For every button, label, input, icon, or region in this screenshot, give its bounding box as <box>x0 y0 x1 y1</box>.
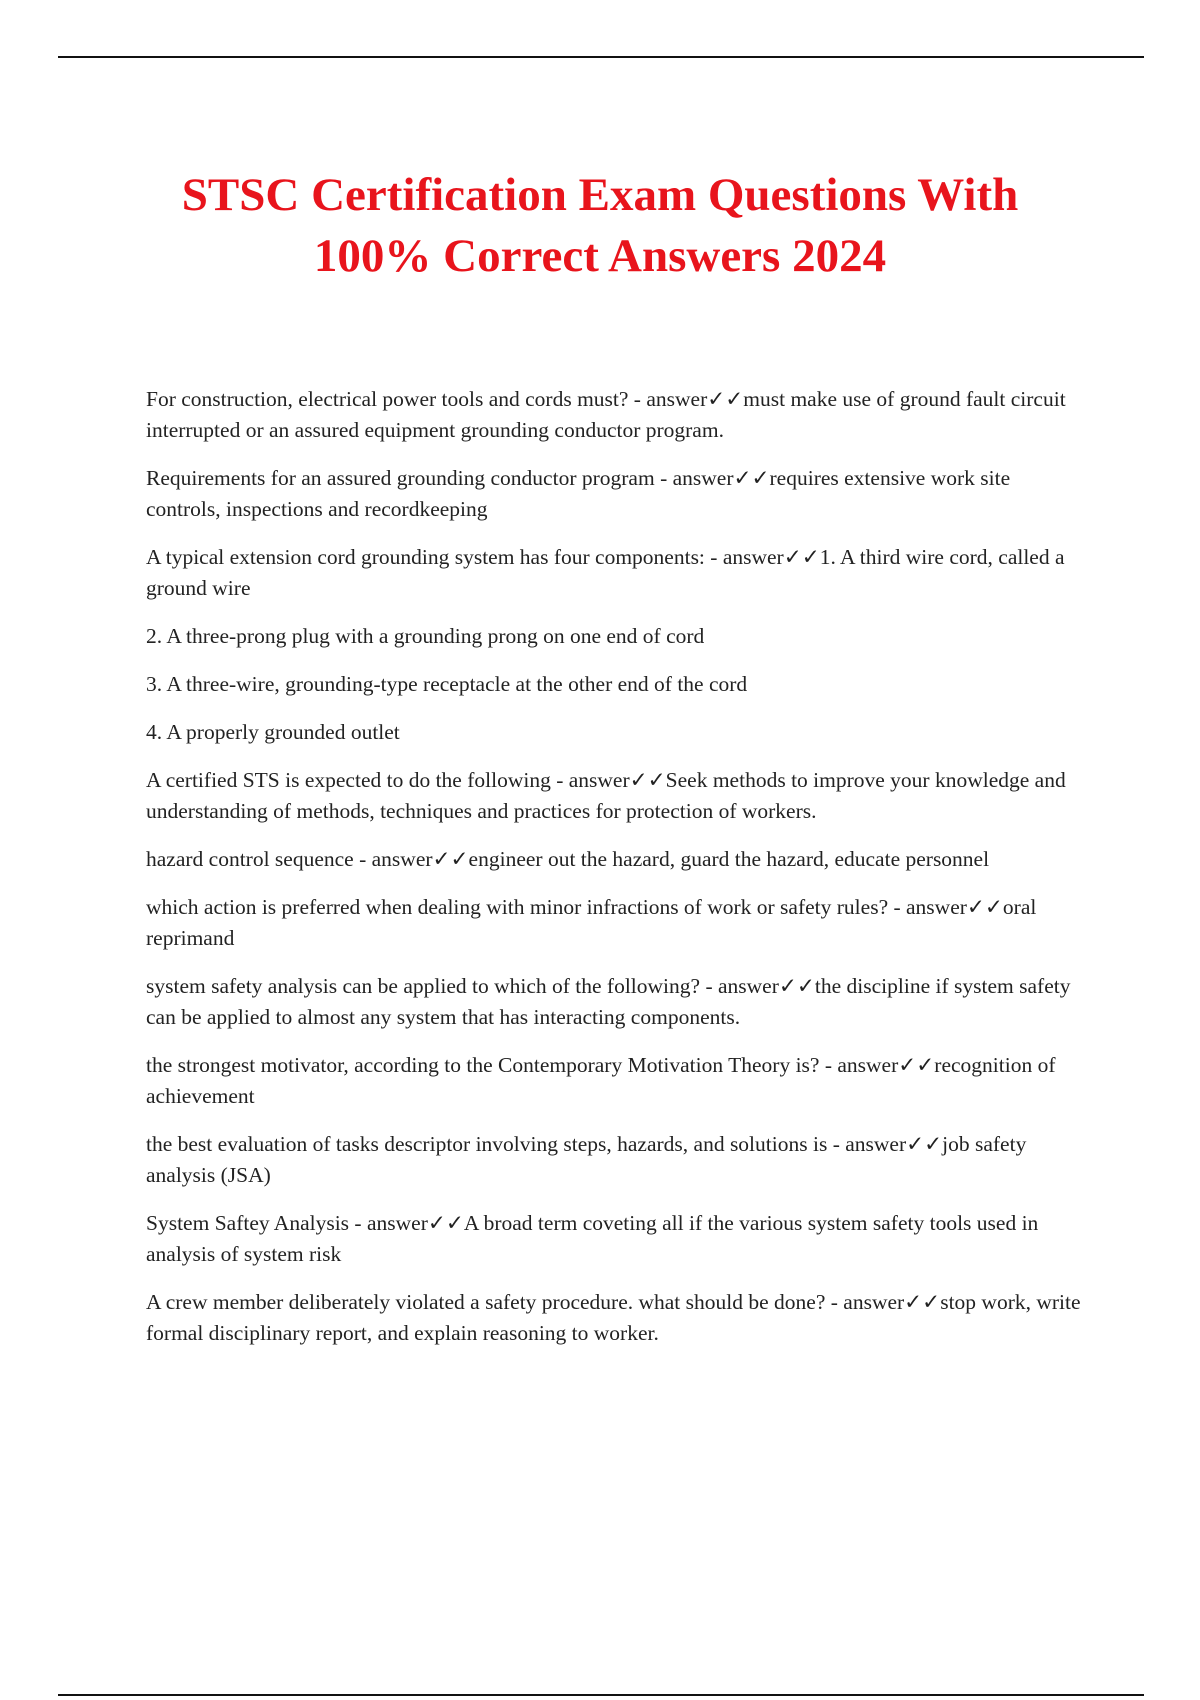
qa-paragraph: system safety analysis can be applied to which of the following? - answer✓✓the discipline if system safety can be applied to almost any system that has interacting components. <box>146 974 1071 1029</box>
qa-paragraph: 3. A three-wire, grounding-type receptacle at the other end of the cord <box>146 672 748 696</box>
qa-paragraph: the strongest motivator, according to the Contemporary Motivation Theory is? - answer✓✓recognition of achievement <box>146 1053 1056 1108</box>
qa-paragraph: For construction, electrical power tools and cords must? - answer✓✓must make use of ground fault circuit interrupted or an assured equipment grounding conductor program. <box>146 387 1066 442</box>
qa-paragraph: A certified STS is expected to do the following - answer✓✓Seek methods to improve your knowledge and understanding of methods, techniques and practices for protection of workers. <box>146 768 1066 823</box>
document-title: STSC Certification Exam Questions With 100% Correct Answers 2024 <box>181 169 1019 282</box>
qa-list <box>146 384 1090 1366</box>
qa-paragraph: Requirements for an assured grounding conductor program - answer✓✓requires extensive work site controls, inspections and recordkeeping <box>146 466 1011 521</box>
qa-paragraph: which action is preferred when dealing with minor infractions of work or safety rules? - answer✓✓oral reprimand <box>146 895 1037 950</box>
header-rule <box>58 56 1144 58</box>
qa-paragraph: the best evaluation of tasks descriptor involving steps, hazards, and solutions is - answer✓✓job safety analysis (JSA) <box>146 1132 1027 1187</box>
qa-paragraph: System Saftey Analysis - answer✓✓A broad term coveting all if the various system safety tools used in analysis of system risk <box>146 1211 1039 1266</box>
footer-rule <box>58 1694 1144 1696</box>
qa-paragraph: hazard control sequence - answer✓✓engineer out the hazard, guard the hazard, educate personnel <box>146 847 990 871</box>
qa-paragraph: 4. A properly grounded outlet <box>146 720 400 744</box>
qa-paragraph: 2. A three-prong plug with a grounding prong on one end of cord <box>146 624 705 648</box>
qa-paragraph: A crew member deliberately violated a safety procedure. what should be done? - answer✓✓stop work, write formal disciplinary report, and explain reasoning to worker. <box>146 1290 1081 1345</box>
qa-paragraph: A typical extension cord grounding system has four components: - answer✓✓1. A third wire cord, called a ground wire <box>146 545 1065 600</box>
